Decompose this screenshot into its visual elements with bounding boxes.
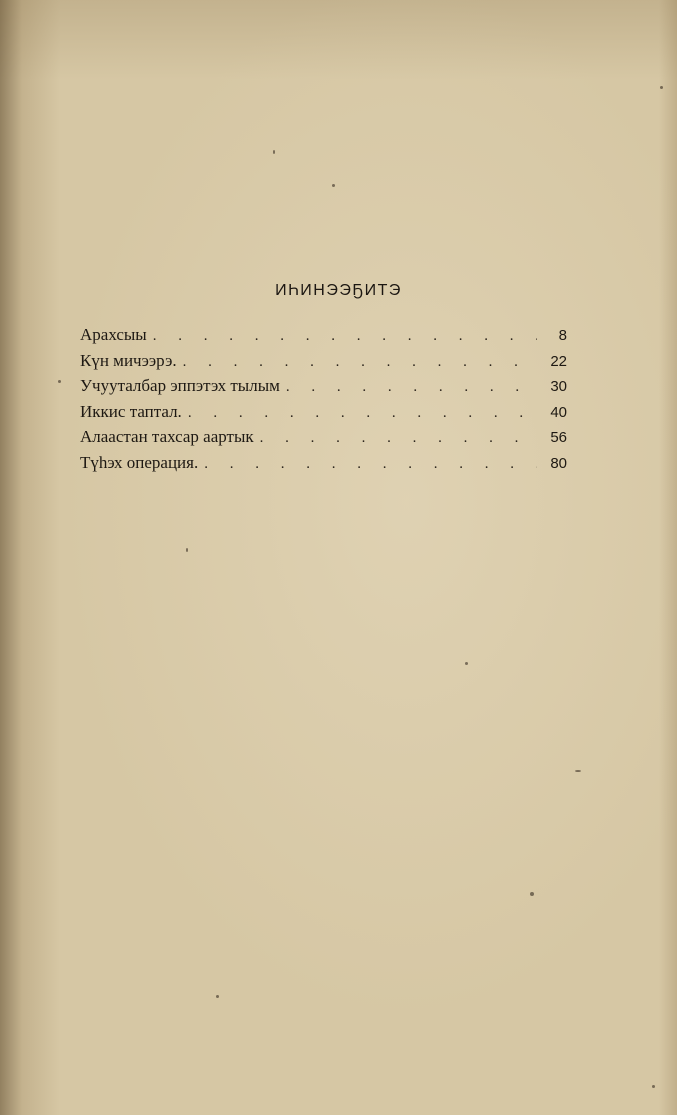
toc-row bbox=[80, 373, 567, 399]
ink-speck bbox=[216, 995, 219, 998]
ink-speck bbox=[186, 548, 188, 552]
dot-leader bbox=[183, 350, 537, 376]
ink-speck bbox=[58, 380, 61, 383]
page-edge-shadow bbox=[659, 0, 677, 1115]
toc-entry-title: Арахсыы bbox=[80, 325, 147, 344]
ink-speck bbox=[332, 184, 335, 187]
toc-entry-title: Түһэх операция. bbox=[80, 452, 199, 472]
page-title: ИҺИНЭЭҔИТЭ bbox=[275, 282, 402, 299]
dot-leader bbox=[153, 324, 537, 350]
ink-speck bbox=[465, 662, 468, 665]
toc-entry-title: Алаастан тахсар аартык bbox=[80, 427, 254, 447]
dot-leader bbox=[260, 426, 537, 452]
ink-speck bbox=[652, 1085, 655, 1088]
toc-entry-title: Иккис таптал. bbox=[80, 401, 182, 421]
dot-leader bbox=[188, 401, 537, 427]
ink-speck bbox=[530, 892, 534, 896]
dot-leader bbox=[286, 375, 537, 401]
toc-page-number: 80 bbox=[550, 454, 567, 472]
toc-page-number: 56 bbox=[550, 429, 567, 447]
toc-entry-title: Күн мичээрэ. bbox=[80, 350, 177, 370]
toc-page-number: 8 bbox=[558, 327, 567, 344]
ink-speck bbox=[273, 150, 275, 154]
toc-entry-title: Учууталбар эппэтэх тылым bbox=[80, 376, 280, 396]
ink-speck bbox=[660, 86, 663, 89]
toc-page-number: 30 bbox=[550, 378, 567, 396]
toc-row bbox=[80, 348, 567, 374]
table-of-contents bbox=[80, 322, 567, 476]
toc-page-number: 22 bbox=[550, 352, 567, 370]
toc-row bbox=[80, 322, 567, 348]
toc-page-number: 40 bbox=[550, 403, 567, 421]
ink-speck bbox=[575, 770, 581, 772]
toc-row bbox=[80, 424, 567, 450]
dot-leader bbox=[204, 452, 537, 478]
toc-row bbox=[80, 450, 567, 476]
toc-row bbox=[80, 399, 567, 425]
